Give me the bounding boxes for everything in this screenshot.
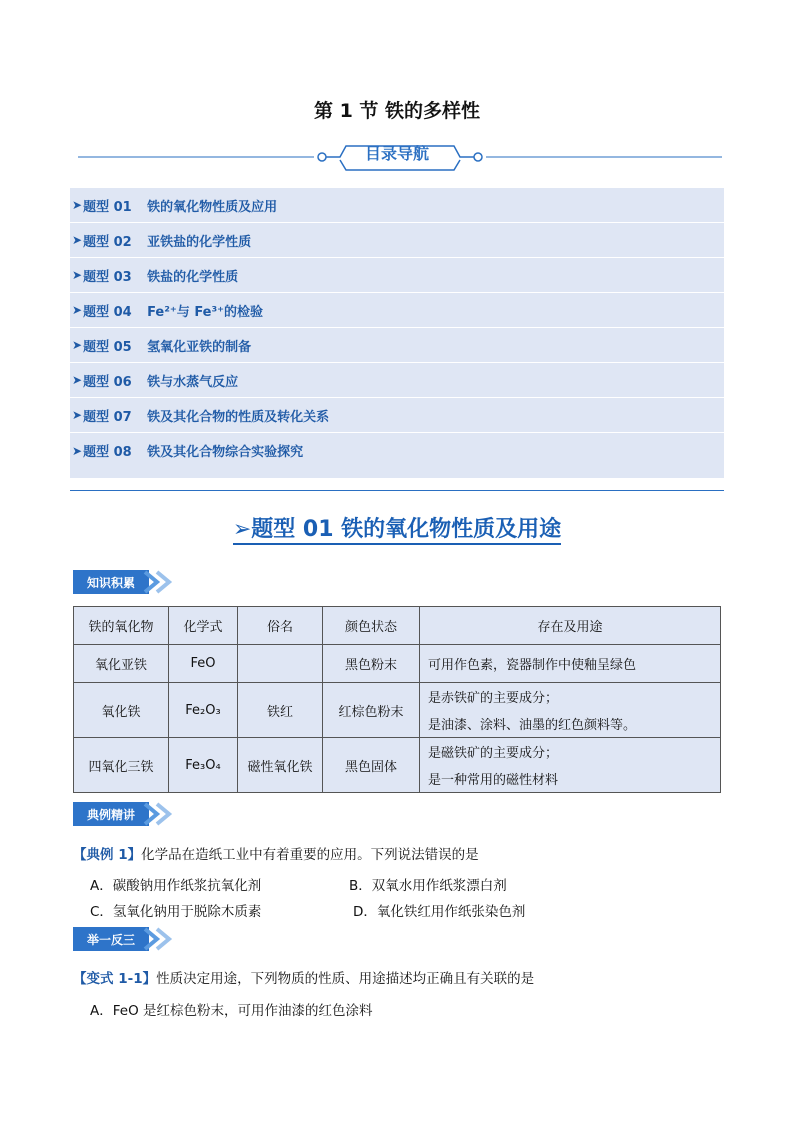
variant-option-a: A．FeO 是红棕色粉末，可用作油漆的红色涂料: [90, 1003, 373, 1019]
use-cell: [420, 738, 721, 793]
use-cell: [420, 683, 721, 738]
toc-item-code: 题型 07: [83, 409, 132, 425]
iron-oxide-table: [73, 606, 721, 793]
section-heading-text: ➢题型 01 铁的氧化物性质及用途: [233, 517, 561, 545]
toc-item-code: 题型 05: [83, 339, 132, 355]
toc-item[interactable]: [70, 258, 724, 293]
section-heading: [0, 512, 794, 543]
toc-item-text: 氢氧化亚铁的制备: [147, 339, 252, 355]
alias-cell: [238, 645, 323, 683]
toc-item-text: 铁的氧化物性质及应用: [147, 199, 278, 215]
use-cell: 可用作色素，瓷器制作中使釉呈绿色: [420, 645, 721, 683]
toc-item[interactable]: [70, 188, 724, 223]
table-row: [74, 645, 721, 683]
variant-question: [73, 967, 534, 987]
color-state-cell: 黑色固体: [323, 738, 420, 793]
toc-item-text: Fe²⁺与 Fe³⁺的检验: [147, 304, 264, 320]
divider: [70, 490, 724, 491]
use-line: 是磁铁矿的主要成分；: [428, 746, 559, 761]
arrow-icon: ➤: [72, 373, 83, 387]
toc-item-code: 题型 08: [83, 445, 132, 460]
toc-item[interactable]: [70, 293, 724, 328]
example-tag-label: 典例精讲: [73, 802, 149, 826]
option-c: C．氢氧化钠用于脱除木质素: [90, 904, 262, 920]
arrow-icon: ➤: [72, 443, 83, 458]
table-header-cell: 化学式: [169, 607, 238, 645]
toc-item[interactable]: [70, 328, 724, 363]
toc-item[interactable]: [70, 223, 724, 258]
toc-item[interactable]: [70, 363, 724, 398]
table-header-cell: 俗名: [238, 607, 323, 645]
table-row: [74, 738, 721, 793]
nav-title: 目录导航: [364, 144, 429, 163]
example-question: [73, 843, 479, 863]
formula-cell: FeO: [169, 645, 238, 683]
table-header-row: [74, 607, 721, 645]
toc-item-text: 亚铁盐的化学性质: [147, 234, 252, 250]
use-line: 是赤铁矿的主要成分；: [428, 691, 559, 706]
toc-item-text: 铁盐的化学性质: [147, 269, 239, 285]
arrow-icon: ➤: [72, 198, 83, 212]
double-chevron-icon: [143, 570, 183, 594]
formula-cell: Fe₃O₄: [169, 738, 238, 793]
alias-cell: 铁红: [238, 683, 323, 738]
arrow-icon: ➤: [72, 268, 83, 282]
color-state-cell: 黑色粉末: [323, 645, 420, 683]
page-title: 第 1 节 铁的多样性: [313, 100, 481, 122]
oxide-name-cell: 氧化铁: [74, 683, 169, 738]
variant-question-text: 性质决定用途，下列物质的性质、用途描述均正确且有关联的是: [156, 971, 535, 987]
toc-item[interactable]: [70, 398, 724, 433]
arrow-icon: ➤: [72, 303, 83, 317]
toc-item-code: 题型 01: [83, 199, 132, 215]
double-chevron-icon: [143, 802, 183, 826]
variant-label: 【变式 1-1】: [73, 971, 157, 987]
arrow-icon: ➤: [72, 338, 83, 352]
use-line: 是一种常用的磁性材料: [428, 773, 559, 788]
oxide-name-cell: 氧化亚铁: [74, 645, 169, 683]
option-a: A．碳酸钠用作纸浆抗氧化剂: [90, 878, 262, 894]
toc-item-code: 题型 03: [83, 269, 132, 285]
example-question-text: 化学品在造纸工业中有着重要的应用。下列说法错误的是: [141, 847, 479, 863]
table-header-cell: 颜色状态: [323, 607, 420, 645]
formula-cell: Fe₂O₃: [169, 683, 238, 738]
table-header-cell: 铁的氧化物: [74, 607, 169, 645]
toc-item-code: 题型 04: [83, 304, 132, 320]
arrow-icon: ➤: [72, 408, 83, 422]
example-label: 【典例 1】: [73, 847, 142, 863]
arrow-icon: ➤: [72, 233, 83, 247]
toc-item[interactable]: [70, 433, 724, 468]
table-header-cell: 存在及用途: [420, 607, 721, 645]
toc-item-text: 铁及其化合物综合实验探究: [147, 445, 304, 460]
knowledge-tag-label: 知识积累: [73, 570, 149, 594]
option-b: B．双氧水用作纸浆漂白剂: [349, 878, 507, 894]
table-row: [74, 683, 721, 738]
toc-item-text: 铁与水蒸气反应: [147, 374, 239, 390]
alias-cell: 磁性氧化铁: [238, 738, 323, 793]
table-of-contents: [70, 188, 724, 478]
double-chevron-icon: [143, 927, 183, 951]
toc-item-code: 题型 02: [83, 234, 132, 250]
toc-item-code: 题型 06: [83, 374, 132, 390]
option-d: D．氧化铁红用作纸张染色剂: [353, 904, 526, 920]
practice-tag-label: 举一反三: [73, 927, 149, 951]
color-state-cell: 红棕色粉末: [323, 683, 420, 738]
use-line: 是油漆、涂料、油墨的红色颜料等。: [428, 718, 637, 733]
oxide-name-cell: 四氧化三铁: [74, 738, 169, 793]
toc-item-text: 铁及其化合物的性质及转化关系: [147, 409, 330, 425]
